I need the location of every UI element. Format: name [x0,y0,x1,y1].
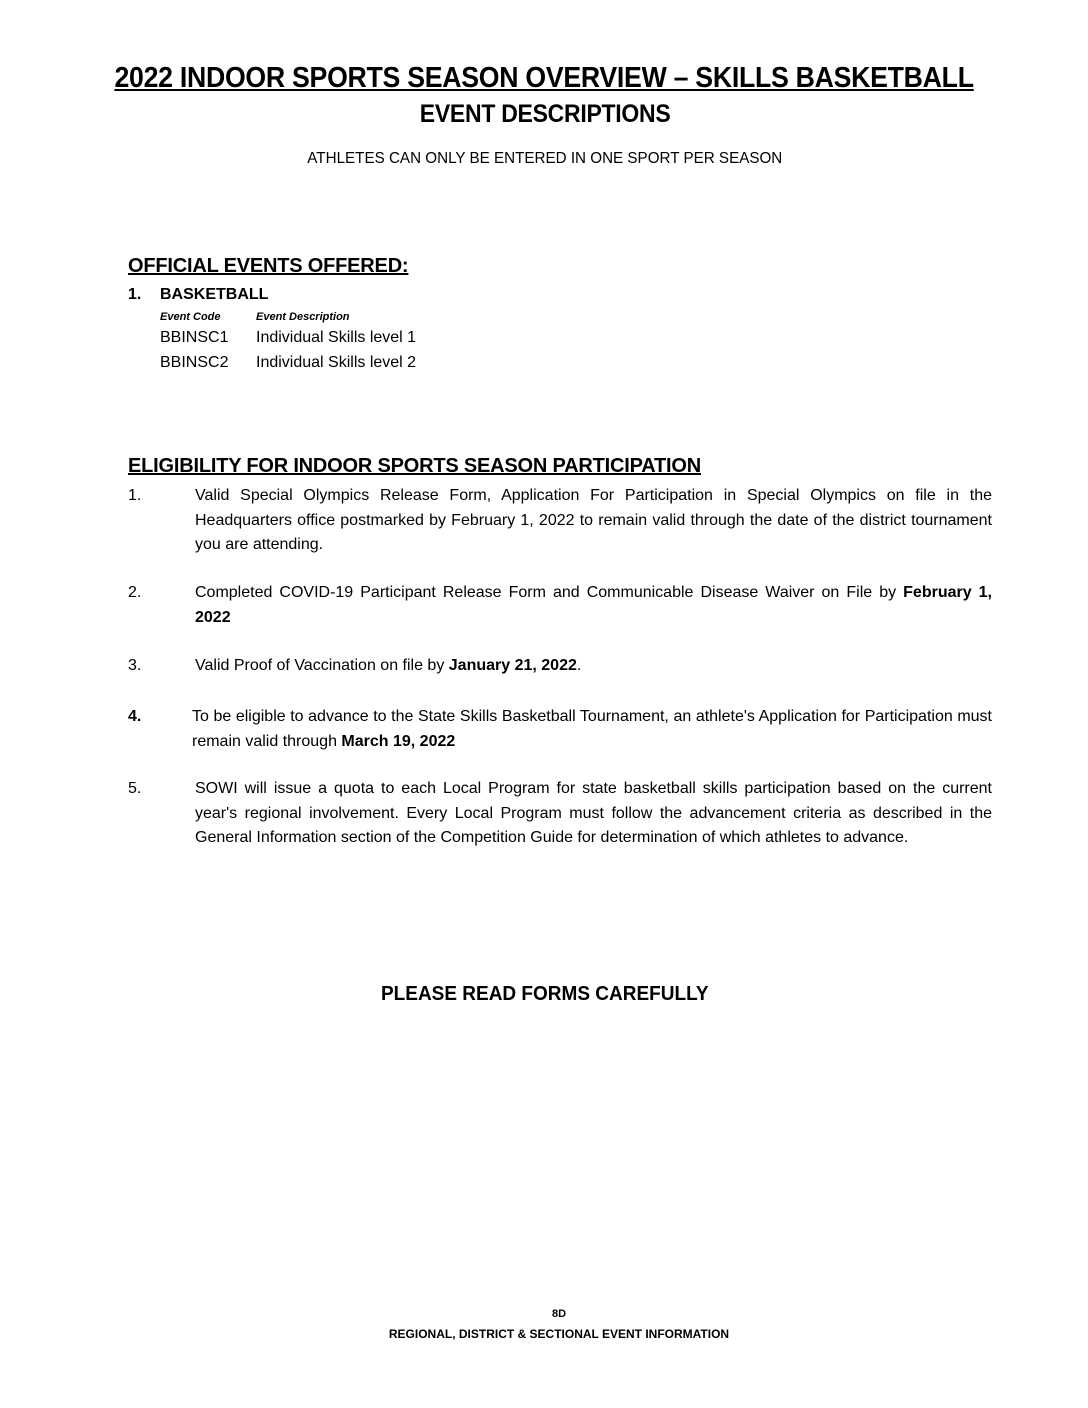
item-text: Valid Proof of Vaccination on file by [195,657,445,674]
item-text-block [195,654,992,679]
page-title: 2022 INDOOR SPORTS SEASON OVERVIEW – SKILLS BASKETBALL [114,62,974,94]
eligibility-item [128,777,992,851]
events-heading: OFFICIAL EVENTS OFFERED: [128,255,409,277]
eligibility-item [128,484,992,558]
item-text: Completed COVID-19 Participant Release Form and Communicable Disease Waiver on File by [195,584,897,601]
event-row [160,329,416,347]
item-text-end: . [576,657,582,674]
season-notice: ATHLETES CAN ONLY BE ENTERED IN ONE SPORT PER SEASON [307,150,783,167]
eligibility-item [128,581,992,630]
sport-entry [128,286,268,304]
event-description-column-header: Event Description [256,311,350,323]
eligibility-item [128,705,992,754]
event-row [160,354,416,372]
page-number: 8D [551,1308,567,1320]
item-text-block [192,705,992,754]
item-deadline: January 21, 2022 [448,657,577,674]
item-text: SOWI will issue a quota to each Local Program for state basketball skills participation based on the current year's regional involvement. Every Local Program must follow the advancement criteria as described in the General Information section of the Competition Guide for determination of which athletes to advance. [195,780,992,846]
event-code: BBINSC2 [160,354,229,371]
item-text: Valid Special Olympics Release Form, Application For Participation in Special Olympics on file in the Headquarters office postmarked by February 1, 2022 to remain valid through the date of the district tournament you are attending. [195,487,992,553]
event-code: BBINSC1 [160,329,229,346]
event-description: Individual Skills level 2 [256,354,417,371]
eligibility-heading: ELIGIBILITY FOR INDOOR SPORTS SEASON PARTICIPATION [128,455,701,477]
item-number: 5. [128,780,142,797]
item-number: 1. [128,487,142,504]
item-number: 4. [128,708,142,725]
eligibility-item [128,654,992,679]
event-description: Individual Skills level 1 [256,329,417,346]
item-deadline: March 19, 2022 [341,732,456,750]
item-number: 2. [128,584,142,601]
page-subtitle: EVENT DESCRIPTIONS [419,100,671,128]
item-text-block [195,581,992,630]
item-text: To be eligible to advance to the State Skills Basketball Tournament, an athlete's Application for Participation must remain valid through [192,708,992,750]
sport-number: 1. [128,286,142,303]
page-footer: REGIONAL, DISTRICT & SECTIONAL EVENT INFORMATION [388,1327,730,1341]
sport-name: BASKETBALL [160,286,269,303]
item-number: 3. [128,657,142,674]
event-code-column-header: Event Code [160,311,221,323]
closing-notice: PLEASE READ FORMS CAREFULLY [380,983,709,1005]
item-deadline: February 1, 2022 [195,584,992,626]
